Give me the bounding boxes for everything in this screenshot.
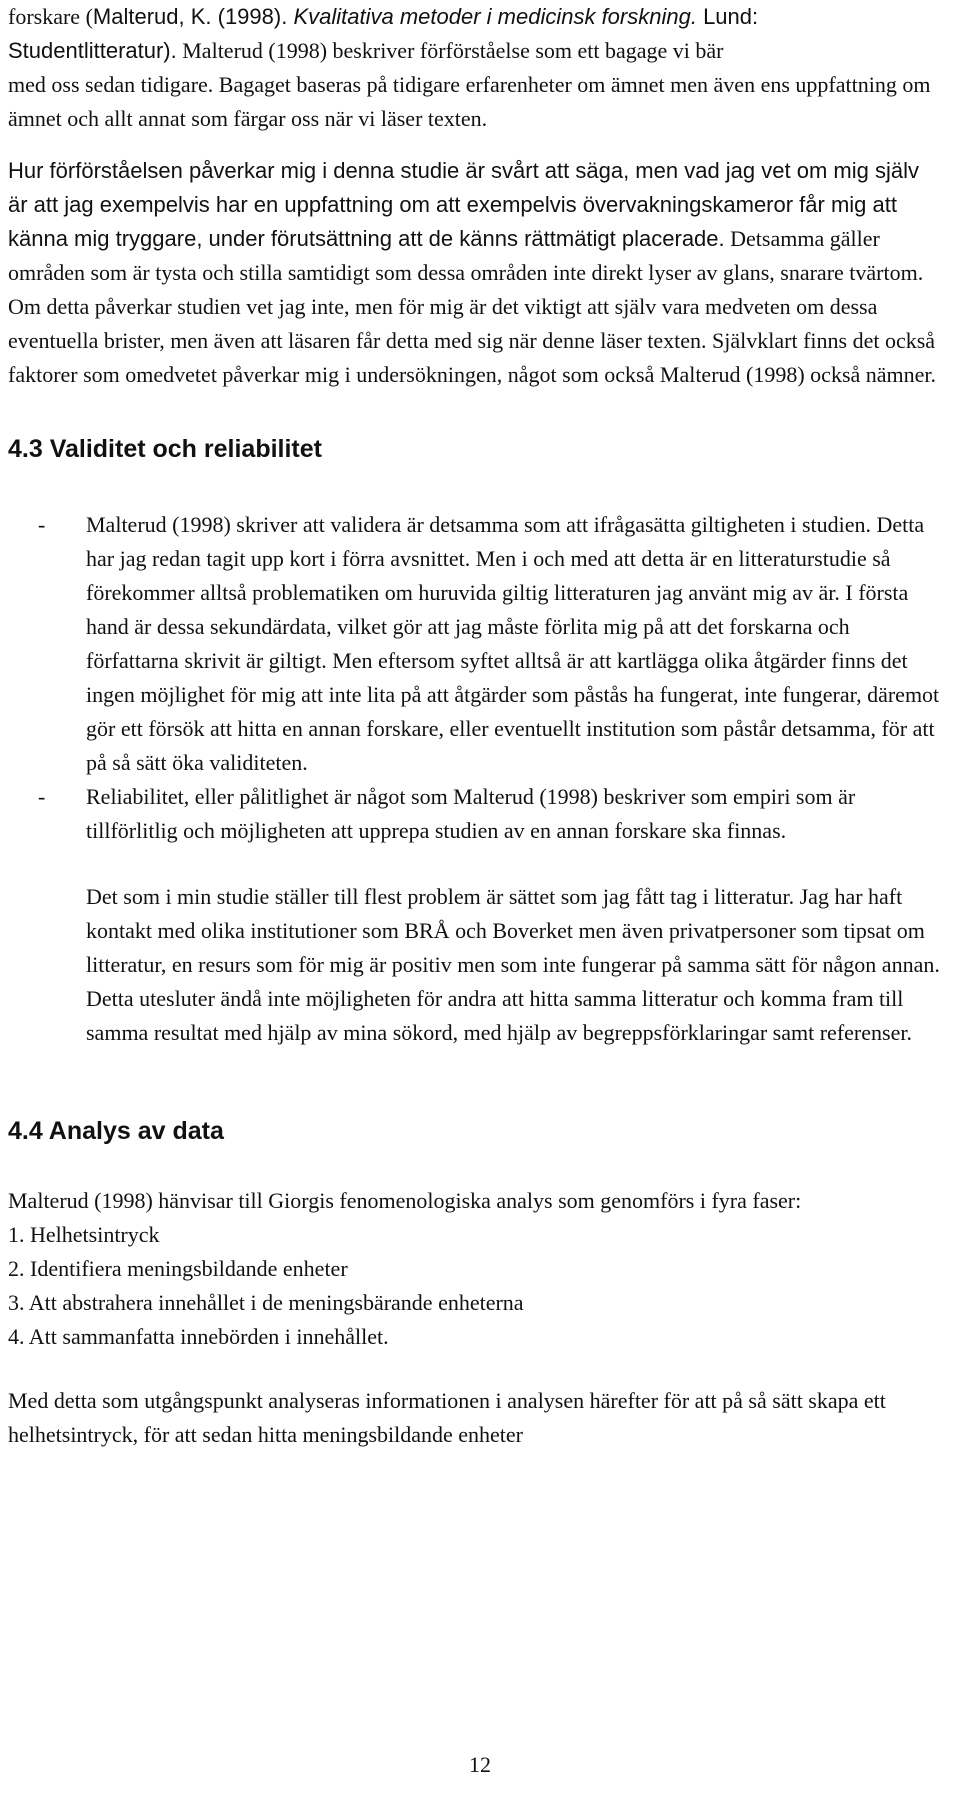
- preunderstanding-part-1: Hur förförståelsen påverkar mig i denna studie är svårt att säga, men vad jag vet om mig själv är att jag exempelvis har en uppfattning om att exempelvis övervakningskameror får mig att känna mig tryggare, under förutsättning att de känns rättmätigt placerade.: [8, 158, 919, 251]
- analysis-phases: [8, 1218, 944, 1354]
- intro-text-start: forskare (: [8, 4, 93, 29]
- intro-reference-title: Kvalitativa metoder i medicinsk forskning.: [293, 4, 697, 29]
- analysis-closing: Med detta som utgångspunkt analyseras informationen i analysen härefter för att på så sätt skapa ett helhetsintryck, för att sedan hitta meningsbildande enheter: [8, 1388, 886, 1447]
- intro-line-1: [8, 0, 944, 34]
- list-item: 2. Identifiera meningsbildande enheter: [8, 1256, 348, 1281]
- list-item: 3. Att abstrahera innehållet i de meningsbärande enheterna: [8, 1290, 524, 1315]
- list-item: [8, 780, 944, 848]
- intro-publisher: Studentlitteratur).: [8, 38, 177, 63]
- intro-text-continued: Malterud (1998) beskriver förförståelse som ett bagage vi bär: [176, 38, 724, 63]
- dash-marker: -: [38, 784, 46, 809]
- intro-text-rest: med oss sedan tidigare. Bagaget baseras på tidigare erfarenheter om ämnet men även ens uppfattning om ämnet och allt annat som färgar oss när vi läser texten.: [8, 72, 931, 131]
- page-number: 12: [469, 1752, 491, 1777]
- list-item: [8, 508, 944, 780]
- dash-marker: -: [38, 512, 46, 537]
- preunderstanding-paragraph: [8, 154, 944, 392]
- list-item: 1. Helhetsintryck: [8, 1222, 160, 1247]
- intro-reference: Malterud, K. (1998).: [92, 4, 294, 29]
- section-heading-4-3: 4.3 Validitet och reliabilitet: [8, 435, 322, 463]
- document-page: [8, 0, 944, 1452]
- sources-paragraph: Det som i min studie ställer till flest problem är sättet som jag fått tag i litteratur. Jag har haft kontakt med olika institutioner som BRÅ och Boverket men även privatpersoner som tipsat om litteratur, en resurs som för mig är positiv men som inte fungerar på samma sätt för någon annan. Detta utesluter ändå inte möjligheten för andra att hitta samma litteratur och komma fram till samma resultat med hjälp av mina sökord, med hjälp av begreppsförklaringar samt referenser.: [86, 884, 940, 1045]
- analysis-intro: Malterud (1998) hänvisar till Giorgis fenomenologiska analys som genomförs i fyra faser:: [8, 1188, 802, 1213]
- intro-line-2: [8, 34, 944, 68]
- validity-text: Malterud (1998) skriver att validera är detsamma som att ifrågasätta giltigheten i studien. Detta har jag redan tagit upp kort i förra avsnittet. Men i och med att detta är en litteraturstudie så förekommer alltså problematiken om huruvida giltig litteraturen jag använt mig av är. I första hand är dessa sekundärdata, vilket gör att jag måste förlita mig på att det forskarna och författarna skrivit är giltigt. Men eftersom syftet alltså är att kartlägga olika åtgärder finns det ingen möjlighet för mig att inte lita på att åtgärder som påstås ha fungerat, inte fungerar, däremot gör ett försök att hitta en annan forskare, eller eventuellt institution som påstår detsamma, för att på så sätt öka validiteten.: [86, 512, 940, 775]
- preunderstanding-part-2: Detsamma gäller områden som är tysta och stilla samtidigt som dessa områden inte direkt lyser av glans, snarare tvärtom. Om detta påverkar studien vet jag inte, men för mig är det viktigt att själv vara medveten om dessa eventuella brister, men även att läsaren får detta med sig när denne läser texten. Självklart finns det också faktorer som omedvetet påverkar mig i undersökningen, något som också Malterud (1998) också nämner.: [8, 226, 937, 387]
- list-item: 4. Att sammanfatta innebörden i innehållet.: [8, 1324, 389, 1349]
- validity-list: [8, 508, 944, 848]
- reliability-text: Reliabilitet, eller pålitlighet är något som Malterud (1998) beskriver som empiri som är tillförlitlig och möjligheten att upprepa studien av en annan forskare ska finnas.: [86, 784, 856, 843]
- section-heading-4-4: 4.4 Analys av data: [8, 1117, 224, 1145]
- intro-reference-place: Lund:: [696, 4, 759, 29]
- intro-paragraph: [8, 0, 944, 136]
